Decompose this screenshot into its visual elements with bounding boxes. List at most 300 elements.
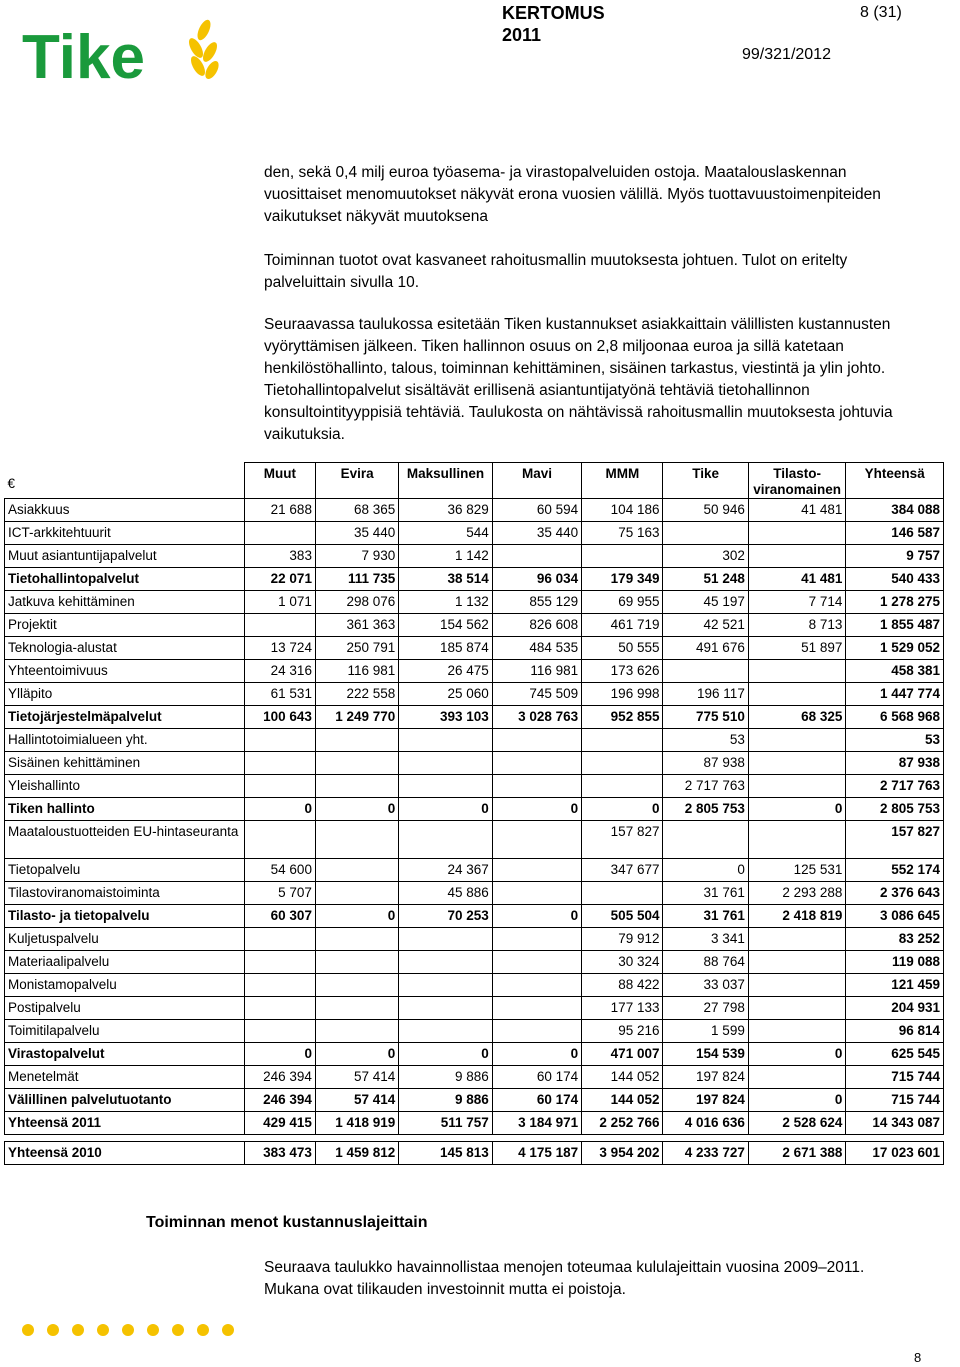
table-cell xyxy=(748,545,846,568)
table-cell: 1 249 770 xyxy=(315,706,398,729)
table-cell: 393 103 xyxy=(399,706,492,729)
dot-icon xyxy=(172,1324,184,1336)
table-cell xyxy=(244,997,315,1020)
table-cell: 111 735 xyxy=(315,568,398,591)
dot-icon xyxy=(97,1324,109,1336)
table-cell: 38 514 xyxy=(399,568,492,591)
row-label: Tilasto- ja tietopalvelu xyxy=(5,905,245,928)
table-cell: 31 761 xyxy=(663,905,748,928)
table-cell xyxy=(492,882,581,905)
table-cell xyxy=(399,752,492,775)
row-label: Yhteensä 2011 xyxy=(5,1112,245,1135)
paragraph-1: den, sekä 0,4 milj euroa työasema- ja virastopalveluiden ostoja. Maatalouslaskennan vuosittaiset menomuutokset näkyvät erona vuosien välillä. Myös tuottavuustoimenpiteiden vaikutukset näkyvät muutoksena xyxy=(264,164,881,225)
table-cell: 3 341 xyxy=(663,928,748,951)
row-label: Yhteentoimivuus xyxy=(5,660,245,683)
table-row xyxy=(5,974,944,997)
table-cell: 0 xyxy=(492,798,581,821)
table-cell: 26 475 xyxy=(399,660,492,683)
table-cell: 95 216 xyxy=(582,1020,663,1043)
table-cell: 384 088 xyxy=(846,499,944,522)
table-row xyxy=(5,1142,944,1165)
table-cell xyxy=(748,1066,846,1089)
table-row xyxy=(5,1066,944,1089)
table-cell xyxy=(315,974,398,997)
table-cell: 1 529 052 xyxy=(846,637,944,660)
table-cell xyxy=(492,752,581,775)
table-cell: 1 132 xyxy=(399,591,492,614)
table-cell: 51 897 xyxy=(748,637,846,660)
table-cell: 53 xyxy=(663,729,748,752)
dot-icon xyxy=(197,1324,209,1336)
table-cell: 116 981 xyxy=(492,660,581,683)
currency-header: € xyxy=(5,463,245,499)
table-cell: 13 724 xyxy=(244,637,315,660)
table-cell: 68 325 xyxy=(748,706,846,729)
table-cell: 83 252 xyxy=(846,928,944,951)
table-cell: 0 xyxy=(748,1043,846,1066)
row-label: Välillinen palvelutuotanto xyxy=(5,1089,245,1112)
table-cell: 87 938 xyxy=(846,752,944,775)
table-cell xyxy=(315,859,398,882)
table-cell: 0 xyxy=(399,798,492,821)
table-cell: 4 016 636 xyxy=(663,1112,748,1135)
table-cell: 383 xyxy=(244,545,315,568)
table-cell: 69 955 xyxy=(582,591,663,614)
table-cell: 544 xyxy=(399,522,492,545)
row-label: Maataloustuotteiden EU-hintaseuranta xyxy=(5,821,245,859)
table-cell: 179 349 xyxy=(582,568,663,591)
table-cell: 3 086 645 xyxy=(846,905,944,928)
table-cell: 60 594 xyxy=(492,499,581,522)
table-row xyxy=(5,591,944,614)
table-cell xyxy=(748,683,846,706)
table-row xyxy=(5,752,944,775)
table-cell: 104 186 xyxy=(582,499,663,522)
table-cell: 0 xyxy=(315,905,398,928)
row-label: Ylläpito xyxy=(5,683,245,706)
table-row xyxy=(5,882,944,905)
table-spacer xyxy=(5,1135,944,1142)
table-cell: 96 814 xyxy=(846,1020,944,1043)
table-row xyxy=(5,905,944,928)
dot-icon xyxy=(72,1324,84,1336)
table-cell: 2 528 624 xyxy=(748,1112,846,1135)
row-label: Tietohallintopalvelut xyxy=(5,568,245,591)
paragraph-4: Seuraava taulukko havainnollistaa menojen toteumaa kululajeittain vuosina 2009–2011. Mukana ovat tilikauden investoinnit mutta ei poistoja. xyxy=(264,1259,865,1298)
table-cell xyxy=(748,729,846,752)
table-cell xyxy=(315,821,398,859)
table-cell: 540 433 xyxy=(846,568,944,591)
table-cell: 121 459 xyxy=(846,974,944,997)
table-cell xyxy=(492,928,581,951)
table-cell: 2 717 763 xyxy=(663,775,748,798)
table-cell xyxy=(663,522,748,545)
table-row xyxy=(5,1043,944,1066)
table-cell: 775 510 xyxy=(663,706,748,729)
row-label: Toimitilapalvelu xyxy=(5,1020,245,1043)
table-cell xyxy=(492,1020,581,1043)
table-cell: 60 307 xyxy=(244,905,315,928)
table-cell: 79 912 xyxy=(582,928,663,951)
table-cell: 87 938 xyxy=(663,752,748,775)
table-row xyxy=(5,637,944,660)
table-cell xyxy=(244,522,315,545)
table-cell: 21 688 xyxy=(244,499,315,522)
table-cell xyxy=(492,821,581,859)
table-cell xyxy=(748,997,846,1020)
table-row xyxy=(5,499,944,522)
table-cell: 0 xyxy=(399,1043,492,1066)
table-cell: 0 xyxy=(582,798,663,821)
table-cell: 246 394 xyxy=(244,1066,315,1089)
table-cell xyxy=(582,775,663,798)
table-cell: 41 481 xyxy=(748,568,846,591)
table-cell: 154 562 xyxy=(399,614,492,637)
table-cell: 471 007 xyxy=(582,1043,663,1066)
table-cell: 2 717 763 xyxy=(846,775,944,798)
table-cell: 0 xyxy=(748,798,846,821)
table-cell: 0 xyxy=(748,1089,846,1112)
table-cell xyxy=(663,821,748,859)
table-cell xyxy=(582,752,663,775)
table-cell: 298 076 xyxy=(315,591,398,614)
table-cell: 2 293 288 xyxy=(748,882,846,905)
document-type: KERTOMUS xyxy=(502,3,605,23)
table-cell xyxy=(399,821,492,859)
table-cell: 246 394 xyxy=(244,1089,315,1112)
table-cell xyxy=(244,928,315,951)
table-cell: 53 xyxy=(846,729,944,752)
table-cell: 855 129 xyxy=(492,591,581,614)
table-cell: 505 504 xyxy=(582,905,663,928)
table-cell: 0 xyxy=(492,1043,581,1066)
table-row xyxy=(5,775,944,798)
table-cell xyxy=(748,775,846,798)
table-cell: 511 757 xyxy=(399,1112,492,1135)
row-label: Tietopalvelu xyxy=(5,859,245,882)
table-cell: 0 xyxy=(492,905,581,928)
table-cell xyxy=(492,859,581,882)
table-cell: 25 060 xyxy=(399,683,492,706)
row-label: Asiakkuus xyxy=(5,499,245,522)
table-cell: 715 744 xyxy=(846,1089,944,1112)
table-cell: 204 931 xyxy=(846,997,944,1020)
table-cell: 1 855 487 xyxy=(846,614,944,637)
table-cell: 41 481 xyxy=(748,499,846,522)
table-cell xyxy=(244,821,315,859)
row-label: ICT-arkkitehtuurit xyxy=(5,522,245,545)
table-cell xyxy=(315,928,398,951)
table-cell xyxy=(492,974,581,997)
dot-icon xyxy=(147,1324,159,1336)
table-cell xyxy=(748,1020,846,1043)
table-cell: 88 764 xyxy=(663,951,748,974)
table-cell xyxy=(244,614,315,637)
table-cell xyxy=(315,775,398,798)
table-cell: 75 163 xyxy=(582,522,663,545)
table-cell: 30 324 xyxy=(582,951,663,974)
table-cell xyxy=(315,1020,398,1043)
table-cell: 35 440 xyxy=(315,522,398,545)
table-row xyxy=(5,997,944,1020)
dot-icon xyxy=(222,1324,234,1336)
table-cell: 552 174 xyxy=(846,859,944,882)
table-row xyxy=(5,1112,944,1135)
table-cell xyxy=(399,974,492,997)
table-cell: 173 626 xyxy=(582,660,663,683)
table-row xyxy=(5,928,944,951)
table-cell xyxy=(244,775,315,798)
table-cell: 61 531 xyxy=(244,683,315,706)
table-cell: 196 117 xyxy=(663,683,748,706)
table-cell: 144 052 xyxy=(582,1089,663,1112)
table-cell xyxy=(315,997,398,1020)
table-cell xyxy=(748,522,846,545)
row-label: Tilastoviranomaistoiminta xyxy=(5,882,245,905)
dot-icon xyxy=(47,1324,59,1336)
table-cell xyxy=(399,729,492,752)
table-cell: 154 539 xyxy=(663,1043,748,1066)
table-row xyxy=(5,821,944,859)
document-year: 2011 xyxy=(502,25,542,45)
table-cell xyxy=(244,951,315,974)
table-cell: 54 600 xyxy=(244,859,315,882)
table-header-row xyxy=(5,463,944,499)
table-cell xyxy=(748,928,846,951)
logo-wordmark: Tike xyxy=(22,23,145,88)
table-cell: 2 671 388 xyxy=(748,1142,846,1165)
table-cell: 458 381 xyxy=(846,660,944,683)
table-cell: 2 805 753 xyxy=(663,798,748,821)
table-cell: 5 707 xyxy=(244,882,315,905)
table-cell: 185 874 xyxy=(399,637,492,660)
document-reference: 99/321/2012 xyxy=(742,46,831,63)
table-cell xyxy=(492,951,581,974)
table-cell: 1 447 774 xyxy=(846,683,944,706)
table-cell xyxy=(663,660,748,683)
table-cell: 145 813 xyxy=(399,1142,492,1165)
table-row xyxy=(5,729,944,752)
table-cell xyxy=(492,997,581,1020)
table-cell: 745 509 xyxy=(492,683,581,706)
table-cell xyxy=(244,974,315,997)
table-row xyxy=(5,683,944,706)
row-label: Postipalvelu xyxy=(5,997,245,1020)
spacer-cell xyxy=(5,1135,944,1142)
table-cell: 1 142 xyxy=(399,545,492,568)
row-label: Materiaalipalvelu xyxy=(5,951,245,974)
table-cell: 222 558 xyxy=(315,683,398,706)
table-cell: 57 414 xyxy=(315,1066,398,1089)
table-cell xyxy=(244,752,315,775)
table-cell: 715 744 xyxy=(846,1066,944,1089)
row-label: Yhteensä 2010 xyxy=(5,1142,245,1165)
table-cell: 3 184 971 xyxy=(492,1112,581,1135)
table-cell: 35 440 xyxy=(492,522,581,545)
table-row xyxy=(5,951,944,974)
table-cell xyxy=(582,882,663,905)
table-cell xyxy=(399,928,492,951)
table-cell xyxy=(399,1020,492,1043)
table-cell xyxy=(315,729,398,752)
table-cell xyxy=(492,775,581,798)
table-cell: 45 886 xyxy=(399,882,492,905)
table-row xyxy=(5,859,944,882)
table-cell: 157 827 xyxy=(846,821,944,859)
table-cell xyxy=(315,882,398,905)
wheat-icon xyxy=(186,18,221,81)
table-cell: 461 719 xyxy=(582,614,663,637)
table-cell: 8 713 xyxy=(748,614,846,637)
table-cell xyxy=(748,660,846,683)
table-row xyxy=(5,614,944,637)
table-cell: 60 174 xyxy=(492,1089,581,1112)
table-cell: 144 052 xyxy=(582,1066,663,1089)
table-cell: 100 643 xyxy=(244,706,315,729)
table-cell: 119 088 xyxy=(846,951,944,974)
page-indicator: 8 (31) xyxy=(860,4,902,21)
table-cell: 484 535 xyxy=(492,637,581,660)
table-cell xyxy=(582,729,663,752)
table-cell: 0 xyxy=(244,1043,315,1066)
table-cell xyxy=(492,729,581,752)
table-cell: 125 531 xyxy=(748,859,846,882)
row-label: Yleishallinto xyxy=(5,775,245,798)
table-cell: 22 071 xyxy=(244,568,315,591)
table-row xyxy=(5,1020,944,1043)
table-cell: 9 886 xyxy=(399,1089,492,1112)
table-cell: 1 278 275 xyxy=(846,591,944,614)
table-cell: 2 418 819 xyxy=(748,905,846,928)
table-cell xyxy=(748,974,846,997)
table-cell: 9 886 xyxy=(399,1066,492,1089)
table-row xyxy=(5,660,944,683)
table-cell xyxy=(399,997,492,1020)
table-cell: 1 599 xyxy=(663,1020,748,1043)
table-row xyxy=(5,798,944,821)
table-cell: 60 174 xyxy=(492,1066,581,1089)
table-cell: 31 761 xyxy=(663,882,748,905)
table-cell xyxy=(399,951,492,974)
table-cell: 1 071 xyxy=(244,591,315,614)
table-cell xyxy=(315,752,398,775)
table-cell: 6 568 968 xyxy=(846,706,944,729)
row-label: Tiken hallinto xyxy=(5,798,245,821)
table-cell: 250 791 xyxy=(315,637,398,660)
table-cell xyxy=(748,821,846,859)
table-row xyxy=(5,1089,944,1112)
table-cell: 7 714 xyxy=(748,591,846,614)
table-cell: 952 855 xyxy=(582,706,663,729)
row-label: Kuljetuspalvelu xyxy=(5,928,245,951)
table-cell: 17 023 601 xyxy=(846,1142,944,1165)
table-cell xyxy=(748,951,846,974)
table-cell: 429 415 xyxy=(244,1112,315,1135)
section-title: Toiminnan menot kustannuslajeittain xyxy=(146,1214,428,1231)
table-cell: 0 xyxy=(315,1043,398,1066)
row-label: Muut asiantuntijapalvelut xyxy=(5,545,245,568)
column-header: Tilasto-viranomainen xyxy=(748,463,846,499)
table-cell: 491 676 xyxy=(663,637,748,660)
table-cell: 361 363 xyxy=(315,614,398,637)
column-header: Yhteensä xyxy=(846,463,944,499)
table-cell: 2 252 766 xyxy=(582,1112,663,1135)
table-cell: 146 587 xyxy=(846,522,944,545)
table-cell: 24 316 xyxy=(244,660,315,683)
table-cell: 196 998 xyxy=(582,683,663,706)
table-cell: 70 253 xyxy=(399,905,492,928)
table-cell: 0 xyxy=(663,859,748,882)
row-label: Monistamopalvelu xyxy=(5,974,245,997)
table-cell xyxy=(748,752,846,775)
table-cell: 197 824 xyxy=(663,1066,748,1089)
table-cell xyxy=(244,1020,315,1043)
footer-page-number: 8 xyxy=(914,1350,922,1365)
table-cell: 27 798 xyxy=(663,997,748,1020)
row-label: Teknologia-alustat xyxy=(5,637,245,660)
table-cell xyxy=(315,951,398,974)
table-row xyxy=(5,568,944,591)
table-cell xyxy=(492,545,581,568)
table-cell: 68 365 xyxy=(315,499,398,522)
column-header: Maksullinen xyxy=(399,463,492,499)
paragraph-3: Seuraavassa taulukossa esitetään Tiken kustannukset asiakkaittain välillisten kustannusten vyöryttämisen jälkeen. Tiken hallinnon osuus on 2,8 miljoonaa euroa ja sillä katetaan henkilöstöhallinto, talous, toiminnan kehittäminen, sisäinen tarkastus, viestintä ja ylin johto. Tietohallintopalvelut sisältävät erillisenä asiantuntijatyönä tehtäviä tietohallinnon konsultointityyppisiä tehtäviä. Taulukosta on nähtävissä rahoitusmallin muutoksesta johtuvia vaikutuksia. xyxy=(264,316,893,443)
table-cell: 24 367 xyxy=(399,859,492,882)
table-cell: 383 473 xyxy=(244,1142,315,1165)
column-header: Muut xyxy=(244,463,315,499)
table-cell: 157 827 xyxy=(582,821,663,859)
table-cell: 347 677 xyxy=(582,859,663,882)
table-cell: 625 545 xyxy=(846,1043,944,1066)
table-cell: 302 xyxy=(663,545,748,568)
column-header: MMM xyxy=(582,463,663,499)
table-cell: 33 037 xyxy=(663,974,748,997)
table-cell: 0 xyxy=(244,798,315,821)
table-cell: 51 248 xyxy=(663,568,748,591)
table-cell: 88 422 xyxy=(582,974,663,997)
table-cell: 177 133 xyxy=(582,997,663,1020)
row-label: Projektit xyxy=(5,614,245,637)
table-row xyxy=(5,706,944,729)
table-cell: 50 555 xyxy=(582,637,663,660)
row-label: Jatkuva kehittäminen xyxy=(5,591,245,614)
table-row xyxy=(5,545,944,568)
table-cell: 9 757 xyxy=(846,545,944,568)
table-cell xyxy=(399,775,492,798)
table-cell: 57 414 xyxy=(315,1089,398,1112)
row-label: Hallintotoimialueen yht. xyxy=(5,729,245,752)
table-cell: 3 954 202 xyxy=(582,1142,663,1165)
table-cell: 2 376 643 xyxy=(846,882,944,905)
table-cell: 14 343 087 xyxy=(846,1112,944,1135)
table-cell xyxy=(244,729,315,752)
row-label: Virastopalvelut xyxy=(5,1043,245,1066)
table-cell: 116 981 xyxy=(315,660,398,683)
cost-table xyxy=(4,462,944,1165)
row-label: Tietojärjestelmäpalvelut xyxy=(5,706,245,729)
column-header: Mavi xyxy=(492,463,581,499)
table-cell: 96 034 xyxy=(492,568,581,591)
table-cell: 4 233 727 xyxy=(663,1142,748,1165)
column-header: Evira xyxy=(315,463,398,499)
table-cell: 7 930 xyxy=(315,545,398,568)
table-row xyxy=(5,522,944,545)
table-cell: 2 805 753 xyxy=(846,798,944,821)
table-cell: 1 418 919 xyxy=(315,1112,398,1135)
table-cell: 197 824 xyxy=(663,1089,748,1112)
dot-icon xyxy=(22,1324,34,1336)
table-cell: 50 946 xyxy=(663,499,748,522)
